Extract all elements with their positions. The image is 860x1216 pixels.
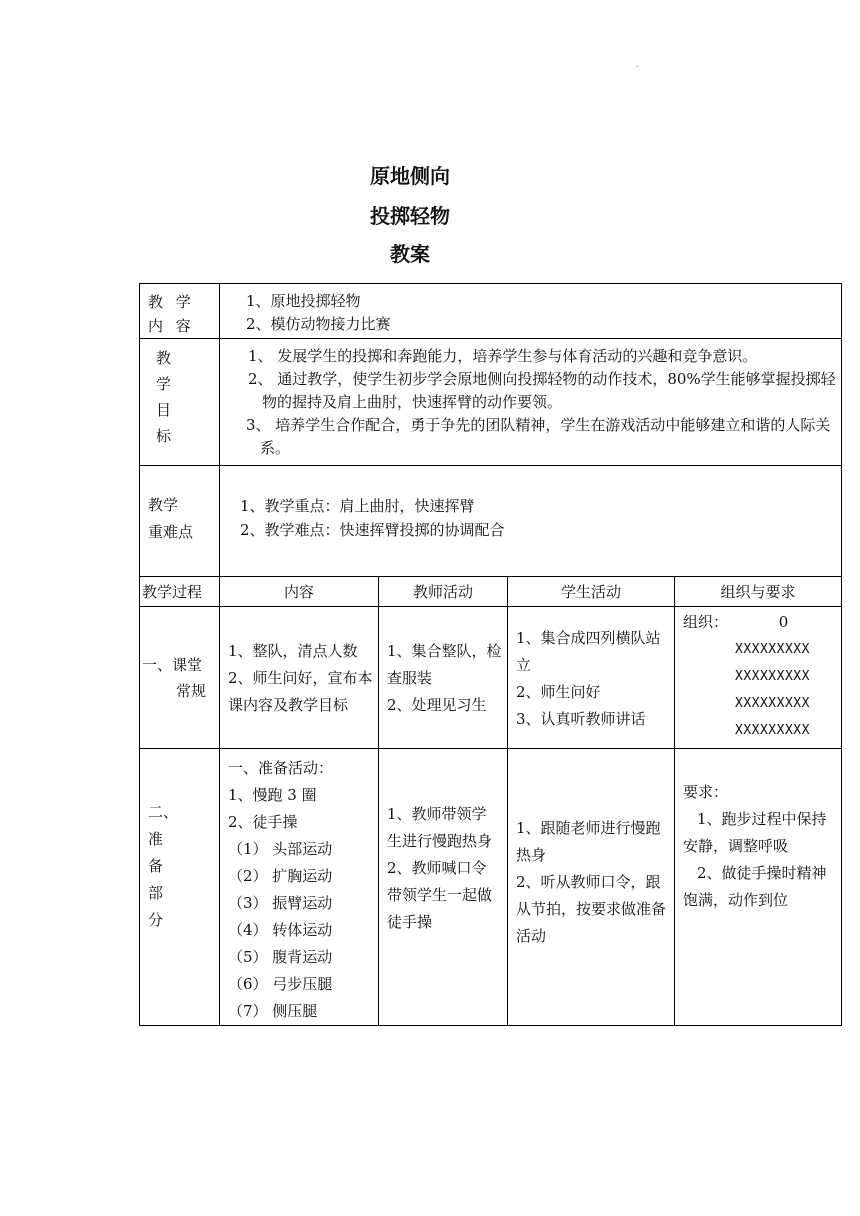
section1-student-item: 3、认真听教师讲话 — [516, 709, 646, 728]
section1-student-item: 1、集合成四列横队站立 — [516, 628, 661, 674]
section2-teacher-item: 1、教师带领学生进行慢跑热身 — [387, 805, 493, 850]
section1-content-item: 2、师生问好，宣布本课内容及教学目标 — [228, 669, 373, 714]
section2-content-item: （4） 转体运动 — [228, 921, 333, 939]
section1-content-item: 1、整队，清点人数 — [228, 642, 358, 660]
process-header-row — [140, 577, 842, 607]
keypoint-item: 2、教学难点：快速挥臂投掷的协调配合 — [240, 521, 505, 539]
formation-row: XXXXXXXXX — [735, 723, 810, 738]
section2-content-item: （7） 侧压腿 — [228, 1002, 318, 1020]
section2-student-cell — [508, 749, 675, 1026]
section1-label-line: 常规 — [176, 681, 207, 700]
section1-teacher-item: 1、集合整队，检查服装 — [387, 642, 502, 687]
org-header — [683, 609, 841, 636]
section2-content-item: （6） 弓步压腿 — [228, 975, 333, 993]
process-header-cell: 学生活动 — [508, 577, 675, 607]
title-line-2: 投掷轻物 — [370, 204, 450, 228]
section2-label-line: 分 — [148, 911, 164, 929]
objectives-cell — [220, 339, 842, 466]
section2-req-item: 1、跑步过程中保持安静，调整呼吸 — [683, 810, 827, 855]
keypoints-label-line: 重难点 — [148, 523, 194, 541]
section2-content-item: （5） 腹背运动 — [228, 948, 333, 966]
content-item: 2、模仿动物接力比赛 — [246, 315, 391, 333]
objectives-row — [140, 339, 842, 466]
section2-row — [140, 749, 842, 1026]
formation-row: XXXXXXXXX — [735, 669, 810, 684]
section1-label-line: 一、课堂 — [142, 655, 203, 674]
section2-label-cell — [140, 749, 220, 1026]
section1-row — [140, 607, 842, 749]
teacher-position-marker: 0 — [778, 613, 789, 631]
keypoints-row — [140, 466, 842, 577]
section2-label-line: 二、 — [148, 803, 179, 821]
objective-item: 1、 发展学生的投掷和奔跑能力，培养学生参与体育活动的兴趣和竞争意识。 — [248, 347, 758, 365]
section1-label-cell — [140, 607, 220, 749]
objectives-label-char: 学 — [156, 375, 172, 393]
section2-req-heading: 要求： — [683, 783, 729, 801]
title-line-1: 原地侧向 — [370, 164, 450, 188]
section2-student-item: 1、跟随老师进行慢跑热身 — [516, 819, 661, 864]
content-cell — [220, 284, 842, 339]
content-row — [140, 284, 842, 339]
section2-content-item: （3） 振臂运动 — [228, 894, 333, 912]
section1-student-item: 2、师生问好 — [516, 682, 601, 701]
process-header-cell: 组织与要求 — [675, 577, 842, 607]
section2-req-item: 2、做徒手操时精神饱满，动作到位 — [683, 864, 827, 909]
process-header-cell: 内容 — [220, 577, 379, 607]
content-label: 教 学 内 容 — [148, 293, 195, 335]
section1-teacher-cell — [379, 607, 508, 749]
section2-req-cell — [675, 749, 842, 1026]
section2-teacher-item: 2、教师喊口令带领学生一起做徒手操 — [387, 859, 493, 931]
formation-row: XXXXXXXXX — [735, 696, 810, 711]
objectives-label-cell — [140, 339, 220, 466]
objectives-label-char: 教 — [156, 349, 172, 367]
objectives-label-char: 目 — [156, 401, 172, 419]
section1-content-cell — [220, 607, 379, 749]
objective-item: 3、 培养学生合作配合，勇于争先的团队精神，学生在游戏活动中能够建立和谐的人际关系。 — [246, 416, 831, 457]
process-header-cell: 教学过程 — [140, 577, 220, 607]
section2-label-line: 部 — [148, 884, 164, 902]
section2-label-line: 准 — [148, 830, 164, 848]
formation-row: XXXXXXXXX — [735, 642, 810, 657]
section1-student-cell — [508, 607, 675, 749]
section2-content-cell — [220, 749, 379, 1026]
objectives-label-char: 标 — [156, 427, 172, 445]
section1-teacher-item: 2、处理见习生 — [387, 696, 487, 714]
section2-student-item: 2、听从教师口令，跟从节拍，按要求做准备活动 — [516, 873, 667, 945]
content-item: 1、原地投掷轻物 — [246, 292, 361, 310]
process-header-cell: 教师活动 — [379, 577, 508, 607]
title-line-3: 教案 — [390, 242, 430, 266]
keypoints-cell — [220, 466, 842, 577]
keypoints-label-cell — [140, 466, 220, 577]
objective-item: 2、 通过教学，使学生初步学会原地侧向投掷轻物的动作技术，80%学生能够掌握投掷轻物的握持及肩上曲肘，快速挥臂的动作要领。 — [248, 370, 836, 411]
section2-content-item: （1） 头部运动 — [228, 840, 333, 858]
content-label-cell — [140, 284, 220, 339]
lesson-plan-table — [139, 283, 842, 1026]
keypoints-label-line: 教学 — [148, 496, 179, 514]
keypoint-item: 1、教学重点：肩上曲肘，快速挥臂 — [240, 497, 475, 515]
org-label: 组织： — [683, 613, 729, 631]
section2-content-item: 2、徒手操 — [228, 813, 298, 831]
section2-label-line: 备 — [148, 857, 164, 875]
section2-content-item: （2） 扩胸运动 — [228, 867, 333, 885]
section1-org-cell — [675, 607, 842, 749]
header-dot: . — [636, 60, 639, 69]
section2-teacher-cell — [379, 749, 508, 1026]
section2-content-item: 一、准备活动： — [228, 759, 334, 777]
section2-content-item: 1、慢跑 3 圈 — [228, 786, 317, 804]
